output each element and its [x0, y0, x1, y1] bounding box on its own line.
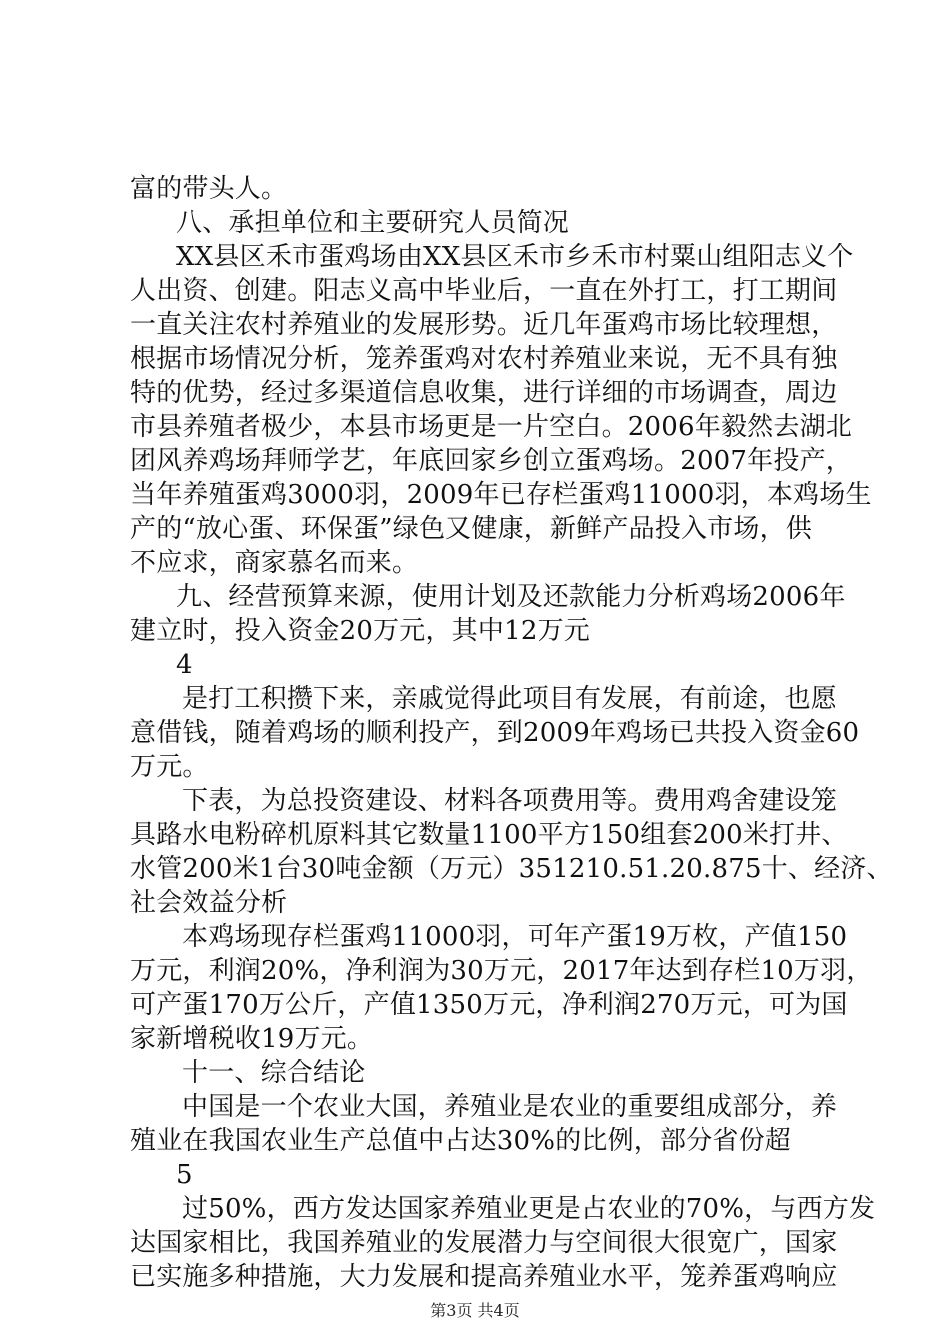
- body-line: 不应求，商家慕名而来。: [130, 548, 419, 578]
- body-line: 万元。: [130, 752, 209, 782]
- body-line: 市县养殖者极少，本县市场更是一片空白。2006年毅然去湖北: [130, 412, 852, 442]
- body-line: XX县区禾市蛋鸡场由XX县区禾市乡禾市村粟山组阳志义个: [176, 242, 854, 272]
- body-line: 可产蛋170万公斤，产值1350万元，净利润270万元，可为国: [130, 990, 848, 1020]
- body-line: 是打工积攒下来，亲戚觉得此项目有发展，有前途，也愿: [182, 684, 838, 714]
- body-line: 下表，为总投资建设、材料各项费用等。费用鸡舍建设笼: [182, 786, 838, 816]
- page-number-marker: 5: [176, 1160, 193, 1190]
- page-footer: 第3页 共4页: [430, 1301, 520, 1320]
- body-line: 特的优势，经过多渠道信息收集，进行详细的市场调查，周边: [130, 378, 838, 408]
- section-heading: 十一、综合结论: [182, 1058, 366, 1088]
- body-line: 具路水电粉碎机原料其它数量1100平方150组套200米打井、: [130, 820, 848, 850]
- body-line: 人出资、创建。阳志义高中毕业后，一直在外打工，打工期间: [130, 276, 838, 306]
- section-heading: 八、承担单位和主要研究人员简况: [176, 208, 570, 238]
- body-line: 水管200米1台30吨金额（万元）351210.51.20.875十、经济、: [130, 854, 893, 884]
- body-line: 意借钱，随着鸡场的顺利投产，到2009年鸡场已共投入资金60: [130, 718, 860, 748]
- body-line: 建立时，投入资金20万元，其中12万元: [130, 616, 590, 646]
- body-line: 殖业在我国农业生产总值中占达30%的比例，部分省份超: [130, 1126, 791, 1156]
- body-line: 家新增税收19万元。: [130, 1024, 374, 1054]
- body-line: 社会效益分析: [130, 888, 288, 918]
- body-line: 达国家相比，我国养殖业的发展潜力与空间很大很宽广，国家: [130, 1228, 838, 1258]
- body-line: 已实施多种措施，大力发展和提高养殖业水平，笼养蛋鸡响应: [130, 1262, 838, 1292]
- page-number-marker: 4: [176, 650, 193, 680]
- body-line: 本鸡场现存栏蛋鸡11000羽，可年产蛋19万枚，产值150: [182, 922, 848, 952]
- body-line: 富的带头人。: [130, 174, 288, 204]
- body-line: 根据市场情况分析，笼养蛋鸡对农村养殖业来说，无不具有独: [130, 344, 838, 374]
- body-line: 万元，利润20%，净利润为30万元，2017年达到存栏10万羽，: [130, 956, 873, 986]
- body-line: 中国是一个农业大国，养殖业是农业的重要组成部分，养: [182, 1092, 838, 1122]
- body-line: 过50%，西方发达国家养殖业更是占农业的70%，与西方发: [182, 1194, 876, 1224]
- section-heading: 九、经营预算来源，使用计划及还款能力分析鸡场2006年: [176, 582, 846, 612]
- body-line: 团风养鸡场拜师学艺，年底回家乡创立蛋鸡场。2007年投产，: [130, 446, 852, 476]
- body-line: 产的“放心蛋、环保蛋”绿色又健康，新鲜产品投入市场，供: [130, 514, 812, 544]
- body-line: 一直关注农村养殖业的发展形势。近几年蛋鸡市场比较理想，: [130, 310, 838, 340]
- body-line: 当年养殖蛋鸡3000羽，2009年已存栏蛋鸡11000羽，本鸡场生: [130, 480, 872, 510]
